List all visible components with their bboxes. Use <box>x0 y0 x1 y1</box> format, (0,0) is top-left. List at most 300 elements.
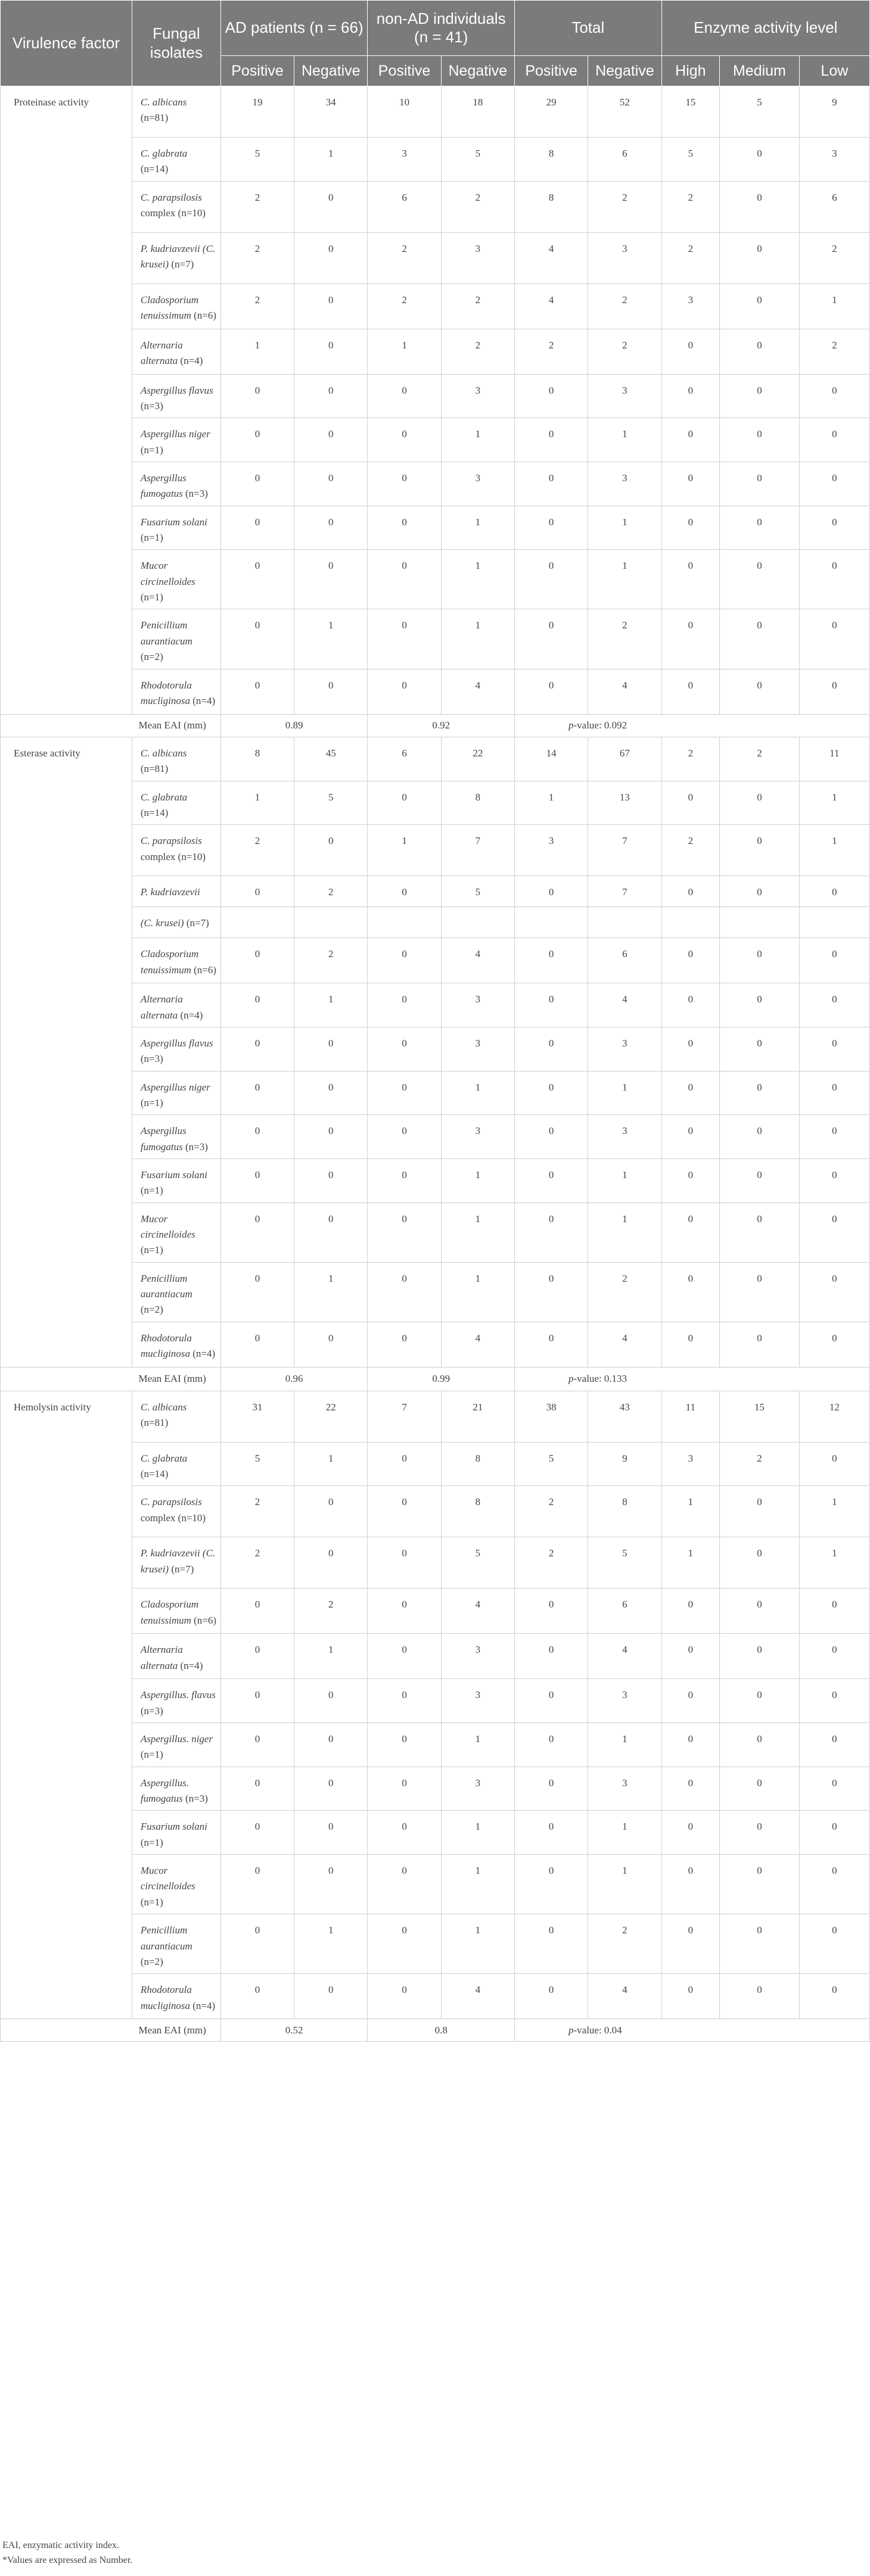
value-cell: 0 <box>661 1158 720 1203</box>
table-row <box>1 1634 870 1679</box>
value-cell: 5 <box>441 876 514 907</box>
value-cell: 0 <box>294 181 368 232</box>
table-row <box>1 1855 870 1914</box>
value-cell: 9 <box>799 86 869 138</box>
value-cell: 3 <box>661 284 720 329</box>
virulence-factor-cell <box>1 1537 132 1588</box>
value-cell: 0 <box>661 506 720 550</box>
value-cell: 4 <box>441 1588 514 1634</box>
value-cell: 0 <box>368 1027 441 1071</box>
subheader-ad-positive: Positive <box>220 56 294 86</box>
value-cell: 0 <box>220 374 294 418</box>
value-cell: 2 <box>588 181 661 232</box>
value-cell: 3 <box>368 138 441 182</box>
value-cell: 18 <box>441 86 514 138</box>
value-cell: 5 <box>220 1442 294 1486</box>
table-row <box>1 737 870 781</box>
value-cell: 45 <box>294 737 368 781</box>
value-cell: 2 <box>588 1262 661 1322</box>
mean-eai-label: Mean EAI (mm) <box>1 2019 221 2042</box>
value-cell: 1 <box>588 1811 661 1855</box>
isolate-cell: Cladosporium tenuissimum (n=6) <box>132 1588 220 1634</box>
value-cell: 0 <box>799 1262 869 1322</box>
header-virulence-factor: Virulence factor <box>1 1 132 86</box>
isolate-cell: Aspergillus niger (n=1) <box>132 418 220 462</box>
table-row <box>1 232 870 284</box>
value-cell: 0 <box>799 1811 869 1855</box>
value-cell: 2 <box>514 1537 588 1588</box>
value-cell: 0 <box>720 1767 800 1811</box>
isolate-cell: Fusarium solani (n=1) <box>132 506 220 550</box>
value-cell: 0 <box>799 1634 869 1679</box>
value-cell: 29 <box>514 86 588 138</box>
value-cell: 0 <box>368 1322 441 1367</box>
value-cell: 10 <box>368 86 441 138</box>
value-cell: 2 <box>441 181 514 232</box>
value-cell: 1 <box>294 609 368 669</box>
value-cell: 5 <box>720 86 800 138</box>
value-cell: 1 <box>441 418 514 462</box>
mean-eai-label: Mean EAI (mm) <box>1 1367 221 1391</box>
table-row <box>1 907 870 938</box>
isolate-cell: P. kudriavzevii (C. krusei) (n=7) <box>132 232 220 284</box>
isolate-cell: Penicillium aurantiacum (n=2) <box>132 1914 220 1974</box>
value-cell: 2 <box>720 1442 800 1486</box>
value-cell: 0 <box>720 1322 800 1367</box>
value-cell: 0 <box>220 938 294 983</box>
value-cell: 2 <box>588 284 661 329</box>
value-cell: 0 <box>514 609 588 669</box>
value-cell: 6 <box>799 181 869 232</box>
value-cell: 4 <box>441 938 514 983</box>
isolate-cell: Mucor circinelloides (n=1) <box>132 1855 220 1914</box>
table-row <box>1 1914 870 1974</box>
value-cell: 0 <box>514 1855 588 1914</box>
virulence-factor-cell <box>1 1071 132 1115</box>
value-cell: 2 <box>661 825 720 876</box>
virulence-factor-cell <box>1 907 132 938</box>
value-cell: 4 <box>514 232 588 284</box>
value-cell: 2 <box>661 181 720 232</box>
value-cell: 0 <box>294 462 368 506</box>
value-cell: 0 <box>294 506 368 550</box>
table-row <box>1 1723 870 1767</box>
value-cell: 0 <box>514 1071 588 1115</box>
value-cell: 0 <box>514 1723 588 1767</box>
value-cell <box>588 907 661 938</box>
value-cell: 0 <box>514 1974 588 2019</box>
value-cell: 1 <box>661 1537 720 1588</box>
value-cell: 0 <box>294 1811 368 1855</box>
value-cell: 0 <box>661 1811 720 1855</box>
value-cell: 0 <box>661 1767 720 1811</box>
virulence-factor-cell <box>1 1855 132 1914</box>
virulence-factor-cell <box>1 1767 132 1811</box>
virulence-factor-cell <box>1 418 132 462</box>
isolate-cell: C. albicans (n=81) <box>132 737 220 781</box>
table-row <box>1 1322 870 1367</box>
value-cell <box>294 907 368 938</box>
value-cell: 0 <box>720 181 800 232</box>
value-cell: 0 <box>661 781 720 825</box>
value-cell: 0 <box>294 1679 368 1723</box>
value-cell: 8 <box>441 781 514 825</box>
value-cell: 2 <box>220 232 294 284</box>
value-cell: 2 <box>588 609 661 669</box>
value-cell: 0 <box>220 1203 294 1262</box>
isolate-cell: C. glabrata (n=14) <box>132 1442 220 1486</box>
value-cell: 0 <box>220 1723 294 1767</box>
value-cell: 1 <box>368 329 441 374</box>
header-total: Total <box>514 1 661 56</box>
value-cell: 1 <box>441 1855 514 1914</box>
value-cell: 7 <box>588 825 661 876</box>
value-cell: 0 <box>720 232 800 284</box>
isolate-cell: Fusarium solani (n=1) <box>132 1811 220 1855</box>
value-cell: 2 <box>720 737 800 781</box>
isolate-cell: Cladosporium tenuissimum (n=6) <box>132 938 220 983</box>
value-cell: 0 <box>368 876 441 907</box>
value-cell: 0 <box>720 1974 800 2019</box>
value-cell: 1 <box>799 1486 869 1537</box>
value-cell: 0 <box>720 825 800 876</box>
isolate-cell: Mucor circinelloides (n=1) <box>132 1203 220 1262</box>
mean-eai-non-ad: 0.99 <box>368 1367 515 1391</box>
value-cell: 4 <box>588 669 661 714</box>
value-cell: 0 <box>720 1537 800 1588</box>
value-cell: 2 <box>220 181 294 232</box>
value-cell: 2 <box>661 232 720 284</box>
value-cell: 1 <box>294 983 368 1027</box>
value-cell: 0 <box>294 669 368 714</box>
value-cell: 0 <box>514 938 588 983</box>
value-cell: 0 <box>799 1855 869 1914</box>
value-cell: 0 <box>720 938 800 983</box>
value-cell: 0 <box>514 1203 588 1262</box>
value-cell: 1 <box>799 781 869 825</box>
header-non-ad: non-AD individuals (n = 41) <box>368 1 515 56</box>
value-cell: 3 <box>441 1634 514 1679</box>
virulence-factor-cell <box>1 462 132 506</box>
value-cell: 0 <box>720 462 800 506</box>
virulence-factor-cell <box>1 284 132 329</box>
value-cell <box>220 907 294 938</box>
header-enzyme-activity: Enzyme activity level <box>661 1 869 56</box>
value-cell: 43 <box>588 1391 661 1442</box>
subheader-total-positive: Positive <box>514 56 588 86</box>
table-row <box>1 1027 870 1071</box>
virulence-factor-cell <box>1 1115 132 1159</box>
value-cell: 2 <box>294 1588 368 1634</box>
virulence-factor-cell <box>1 1679 132 1723</box>
value-cell: 0 <box>720 983 800 1027</box>
value-cell: 0 <box>368 1855 441 1914</box>
value-cell: 0 <box>514 1767 588 1811</box>
value-cell: 2 <box>294 876 368 907</box>
isolate-cell: Alternaria alternata (n=4) <box>132 329 220 374</box>
value-cell <box>799 907 869 938</box>
value-cell: 1 <box>588 1855 661 1914</box>
value-cell: 1 <box>441 550 514 609</box>
value-cell: 0 <box>514 1115 588 1159</box>
value-cell: 0 <box>799 506 869 550</box>
value-cell: 0 <box>661 1679 720 1723</box>
table-row <box>1 1974 870 2019</box>
virulence-factor-cell <box>1 1262 132 1322</box>
isolate-cell: C. albicans (n=81) <box>132 1391 220 1442</box>
virulence-factor-cell: Esterase activity <box>1 737 132 781</box>
value-cell: 0 <box>220 1588 294 1634</box>
value-cell: 0 <box>799 1914 869 1974</box>
value-cell: 0 <box>294 1723 368 1767</box>
value-cell: 4 <box>588 1322 661 1367</box>
value-cell: 4 <box>441 1974 514 2019</box>
value-cell: 0 <box>720 1588 800 1634</box>
table-row <box>1 462 870 506</box>
value-cell: 0 <box>661 1115 720 1159</box>
value-cell: 0 <box>661 1634 720 1679</box>
isolate-cell: Mucor circinelloides (n=1) <box>132 550 220 609</box>
value-cell: 8 <box>441 1442 514 1486</box>
value-cell: 0 <box>514 1679 588 1723</box>
value-cell: 0 <box>368 418 441 462</box>
value-cell: 0 <box>799 1203 869 1262</box>
value-cell: 0 <box>661 1203 720 1262</box>
value-cell: 1 <box>294 1442 368 1486</box>
isolate-cell: Aspergillus flavus (n=3) <box>132 374 220 418</box>
isolate-cell: Cladosporium tenuissimum (n=6) <box>132 284 220 329</box>
value-cell: 11 <box>799 737 869 781</box>
value-cell: 0 <box>368 938 441 983</box>
value-cell: 0 <box>720 876 800 907</box>
value-cell: 0 <box>368 1486 441 1537</box>
value-cell: 0 <box>514 1158 588 1203</box>
value-cell: 0 <box>799 1071 869 1115</box>
footnote-abbreviation: EAI, enzymatic activity index. <box>2 2540 119 2550</box>
table-footnotes <box>0 2538 132 2568</box>
value-cell: 0 <box>799 1322 869 1367</box>
value-cell: 0 <box>799 983 869 1027</box>
value-cell: 0 <box>720 781 800 825</box>
value-cell: 0 <box>220 1914 294 1974</box>
virulence-factor-cell <box>1 1723 132 1767</box>
virulence-factor-cell <box>1 1203 132 1262</box>
value-cell: 0 <box>368 1811 441 1855</box>
header-ad-patients: AD patients (n = 66) <box>220 1 368 56</box>
value-cell: 0 <box>220 1811 294 1855</box>
value-cell: 1 <box>441 1914 514 1974</box>
value-cell: 0 <box>799 1974 869 2019</box>
value-cell: 0 <box>661 1322 720 1367</box>
value-cell: 3 <box>441 983 514 1027</box>
value-cell: 0 <box>368 781 441 825</box>
value-cell: 0 <box>720 418 800 462</box>
value-cell: 0 <box>799 1027 869 1071</box>
value-cell: 22 <box>294 1391 368 1442</box>
virulence-factor-cell <box>1 1322 132 1367</box>
mean-eai-ad: 0.52 <box>220 2019 368 2042</box>
value-cell: 1 <box>588 1723 661 1767</box>
value-cell: 0 <box>514 506 588 550</box>
value-cell: 1 <box>441 1158 514 1203</box>
table-row <box>1 506 870 550</box>
value-cell: 13 <box>588 781 661 825</box>
value-cell: 0 <box>799 1158 869 1203</box>
table-row <box>1 284 870 329</box>
table-row <box>1 329 870 374</box>
value-cell: 0 <box>220 1855 294 1914</box>
value-cell: 1 <box>441 609 514 669</box>
isolate-cell: Aspergillus. flavus (n=3) <box>132 1679 220 1723</box>
subheader-total-negative: Negative <box>588 56 661 86</box>
value-cell: 0 <box>720 1115 800 1159</box>
mean-eai-non-ad: 0.92 <box>368 714 515 737</box>
value-cell: 2 <box>368 284 441 329</box>
value-cell: 1 <box>588 506 661 550</box>
value-cell: 3 <box>441 1679 514 1723</box>
value-cell: 0 <box>220 609 294 669</box>
value-cell: 0 <box>220 462 294 506</box>
table-row <box>1 550 870 609</box>
value-cell <box>661 907 720 938</box>
virulence-factor-cell <box>1 506 132 550</box>
value-cell: 8 <box>441 1486 514 1537</box>
mean-eai-non-ad: 0.8 <box>368 2019 515 2042</box>
value-cell: 15 <box>661 86 720 138</box>
virulence-factor-cell <box>1 938 132 983</box>
value-cell: 0 <box>661 329 720 374</box>
virulence-factor-cell <box>1 138 132 182</box>
value-cell: 0 <box>294 1974 368 2019</box>
value-cell: 0 <box>799 876 869 907</box>
table-header <box>1 1 870 86</box>
value-cell: 0 <box>661 374 720 418</box>
mean-eai-row <box>1 2019 870 2042</box>
value-cell: 0 <box>661 1914 720 1974</box>
value-cell: 0 <box>799 418 869 462</box>
value-cell: 1 <box>441 1071 514 1115</box>
value-cell: 1 <box>294 138 368 182</box>
isolate-cell: C. glabrata (n=14) <box>132 138 220 182</box>
virulence-factor-cell: Proteinase activity <box>1 86 132 138</box>
value-cell: 0 <box>368 1723 441 1767</box>
value-cell: 0 <box>661 1588 720 1634</box>
table-row <box>1 1442 870 1486</box>
value-cell: 2 <box>588 329 661 374</box>
value-cell: 6 <box>368 181 441 232</box>
virulence-factor-cell <box>1 1027 132 1071</box>
value-cell: 0 <box>294 1158 368 1203</box>
table-row <box>1 938 870 983</box>
table-row <box>1 1486 870 1537</box>
value-cell: 1 <box>661 1486 720 1537</box>
value-cell: 0 <box>720 1811 800 1855</box>
value-cell: 0 <box>220 876 294 907</box>
isolate-cell: Aspergillus. niger (n=1) <box>132 1723 220 1767</box>
value-cell: 0 <box>368 462 441 506</box>
value-cell: 0 <box>799 1679 869 1723</box>
value-cell: 6 <box>588 1588 661 1634</box>
mean-eai-ad: 0.89 <box>220 714 368 737</box>
value-cell: 0 <box>720 138 800 182</box>
value-cell: 3 <box>441 232 514 284</box>
value-cell: 1 <box>799 1537 869 1588</box>
value-cell: 2 <box>441 329 514 374</box>
value-cell: 5 <box>661 138 720 182</box>
virulence-factor-cell <box>1 1442 132 1486</box>
table-row <box>1 374 870 418</box>
value-cell: 0 <box>661 1027 720 1071</box>
value-cell: 0 <box>799 550 869 609</box>
value-cell: 1 <box>294 1634 368 1679</box>
table-row <box>1 983 870 1027</box>
virulence-factor-cell <box>1 1974 132 2019</box>
virulence-factor-cell <box>1 983 132 1027</box>
value-cell: 8 <box>514 181 588 232</box>
table-row <box>1 86 870 138</box>
value-cell: 1 <box>441 1203 514 1262</box>
value-cell: 1 <box>294 1914 368 1974</box>
value-cell: 38 <box>514 1391 588 1442</box>
value-cell: 0 <box>720 550 800 609</box>
isolate-cell: Aspergillus niger (n=1) <box>132 1071 220 1115</box>
value-cell: 3 <box>588 374 661 418</box>
value-cell: 0 <box>799 374 869 418</box>
mean-eai-ad: 0.96 <box>220 1367 368 1391</box>
value-cell: 0 <box>661 609 720 669</box>
value-cell: 0 <box>294 1767 368 1811</box>
value-cell: 0 <box>220 1071 294 1115</box>
value-cell <box>441 907 514 938</box>
value-cell: 21 <box>441 1391 514 1442</box>
value-cell: 2 <box>661 737 720 781</box>
value-cell: 0 <box>661 462 720 506</box>
value-cell: 0 <box>514 1634 588 1679</box>
value-cell: 0 <box>220 1027 294 1071</box>
value-cell: 2 <box>799 232 869 284</box>
value-cell: 0 <box>220 1322 294 1367</box>
isolate-cell: Rhodotorula mucliginosa (n=4) <box>132 669 220 714</box>
value-cell: 2 <box>514 1486 588 1537</box>
value-cell: 0 <box>368 669 441 714</box>
value-cell: 0 <box>294 284 368 329</box>
value-cell: 5 <box>294 781 368 825</box>
virulence-factor-cell <box>1 1914 132 1974</box>
value-cell: 0 <box>294 374 368 418</box>
value-cell: 0 <box>220 506 294 550</box>
value-cell: 0 <box>514 983 588 1027</box>
value-cell: 0 <box>514 1027 588 1071</box>
value-cell: 34 <box>294 86 368 138</box>
value-cell: 2 <box>799 329 869 374</box>
value-cell: 1 <box>799 825 869 876</box>
value-cell: 0 <box>799 938 869 983</box>
value-cell: 52 <box>588 86 661 138</box>
value-cell: 0 <box>220 983 294 1027</box>
value-cell: 4 <box>441 1322 514 1367</box>
value-cell: 0 <box>720 1634 800 1679</box>
isolate-cell: Rhodotorula mucliginosa (n=4) <box>132 1974 220 2019</box>
value-cell: 2 <box>368 232 441 284</box>
value-cell: 0 <box>514 374 588 418</box>
isolate-cell: P. kudriavzevii <box>132 876 220 907</box>
value-cell: 0 <box>799 609 869 669</box>
value-cell: 3 <box>441 1027 514 1071</box>
value-cell <box>368 907 441 938</box>
value-cell: 1 <box>368 825 441 876</box>
value-cell: 0 <box>220 418 294 462</box>
value-cell: 1 <box>441 1811 514 1855</box>
